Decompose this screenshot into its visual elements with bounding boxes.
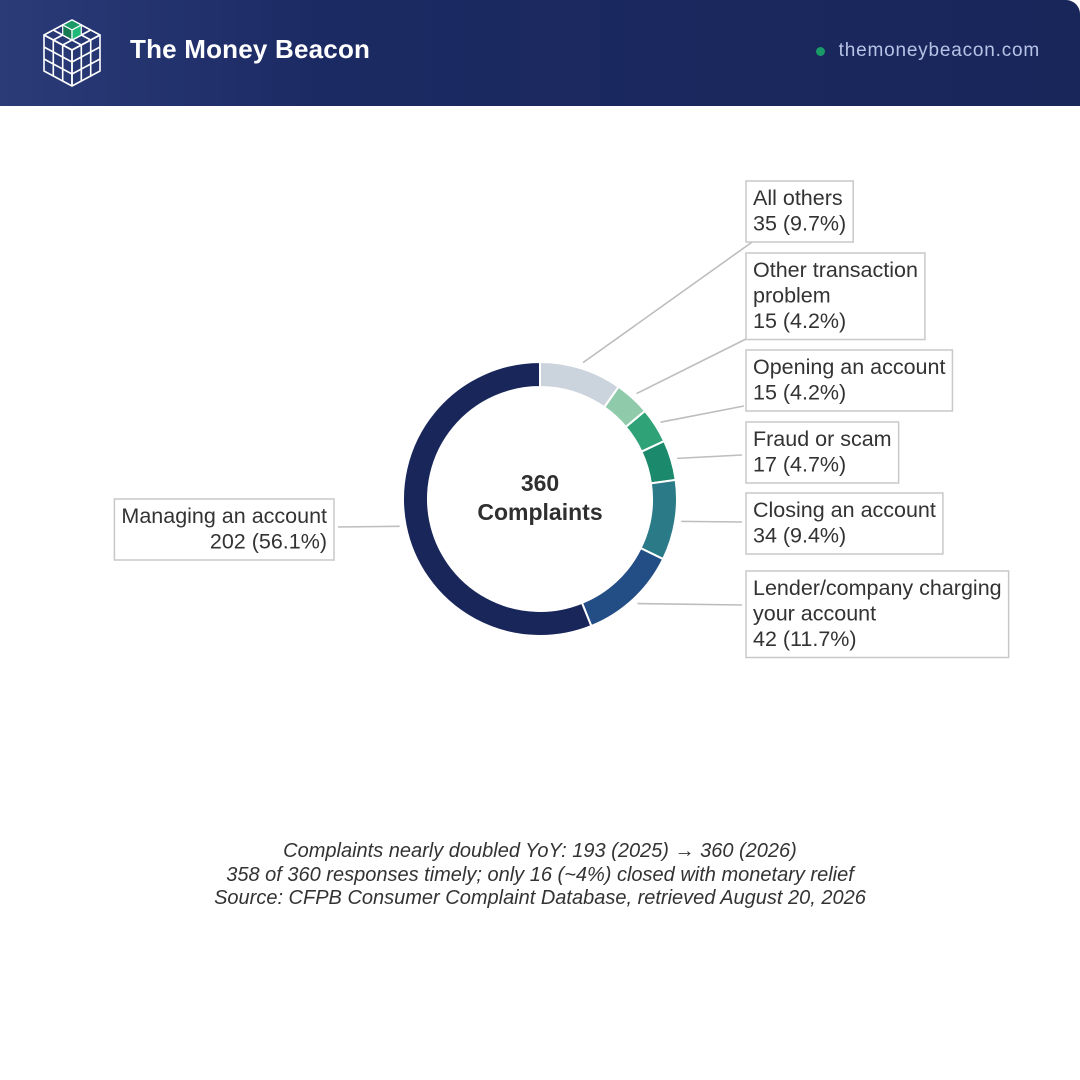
- label-value: 15 (4.2%): [753, 380, 847, 405]
- donut-chart: [0, 106, 1080, 806]
- label-other-transaction-problem: [746, 253, 925, 340]
- label-managing-an-account: [114, 499, 334, 560]
- center-caption-label: Complaints: [477, 499, 603, 525]
- leader-line-other-transaction-problem: [637, 338, 748, 394]
- label-opening-an-account: [746, 350, 952, 411]
- label-name: Closing an account: [753, 498, 936, 522]
- label-value: 34 (9.4%): [753, 523, 847, 548]
- label-value: 17 (4.7%): [753, 452, 847, 477]
- label-name: Opening an account: [753, 355, 946, 379]
- footnote-source: Source: CFPB Consumer Complaint Database, retrieved August 20, 2026: [214, 887, 866, 909]
- slice-all-others: [540, 362, 619, 407]
- label-name: Managing an account: [121, 504, 327, 528]
- label-lender-company-charging-your-account: [746, 571, 1009, 658]
- label-value: 202 (56.1%): [209, 529, 327, 554]
- label-value: 15 (4.2%): [753, 309, 847, 333]
- status-dot-icon: [816, 47, 825, 56]
- leader-line-fraud-or-scam: [677, 455, 742, 458]
- label-closing-an-account: [746, 493, 943, 554]
- slice-lender-company-charging-your-account: [582, 548, 663, 626]
- label-name: Fraud or scam: [753, 427, 892, 451]
- footnote-responses: 358 of 360 responses timely; only 16 (~4%) closed with monetary relief: [226, 863, 854, 886]
- site-url-text: themoneybeacon.com: [838, 40, 1040, 61]
- leader-line-all-others: [583, 240, 755, 363]
- leader-line-opening-an-account: [661, 406, 744, 422]
- label-all-others: [746, 181, 853, 242]
- leader-line-managing-an-account: [338, 526, 400, 527]
- header-bar: [0, 0, 1080, 106]
- leader-line-closing-an-account: [681, 521, 742, 522]
- label-name: All others: [753, 186, 843, 210]
- slice-closing-an-account: [641, 480, 677, 559]
- label-name: your account: [753, 601, 877, 626]
- label-value: 42 (11.7%): [753, 627, 857, 651]
- cube-grid-icon: [40, 18, 104, 88]
- label-value: 35 (9.7%): [753, 211, 847, 236]
- label-fraud-or-scam: [746, 422, 899, 483]
- center-total-label: 360: [520, 470, 560, 496]
- label-name: Lender/company charging: [753, 576, 1002, 600]
- label-name: Other transaction: [753, 258, 918, 282]
- site-url[interactable]: [816, 40, 1040, 62]
- label-name: problem: [753, 283, 831, 308]
- footnote-growth: Complaints nearly doubled YoY: 193 (2025) → 360 (2026): [283, 840, 797, 862]
- brand-title: The Money Beacon: [130, 34, 371, 64]
- footnotes: [0, 840, 1080, 911]
- leader-line-lender-company-charging-your-account: [638, 604, 742, 605]
